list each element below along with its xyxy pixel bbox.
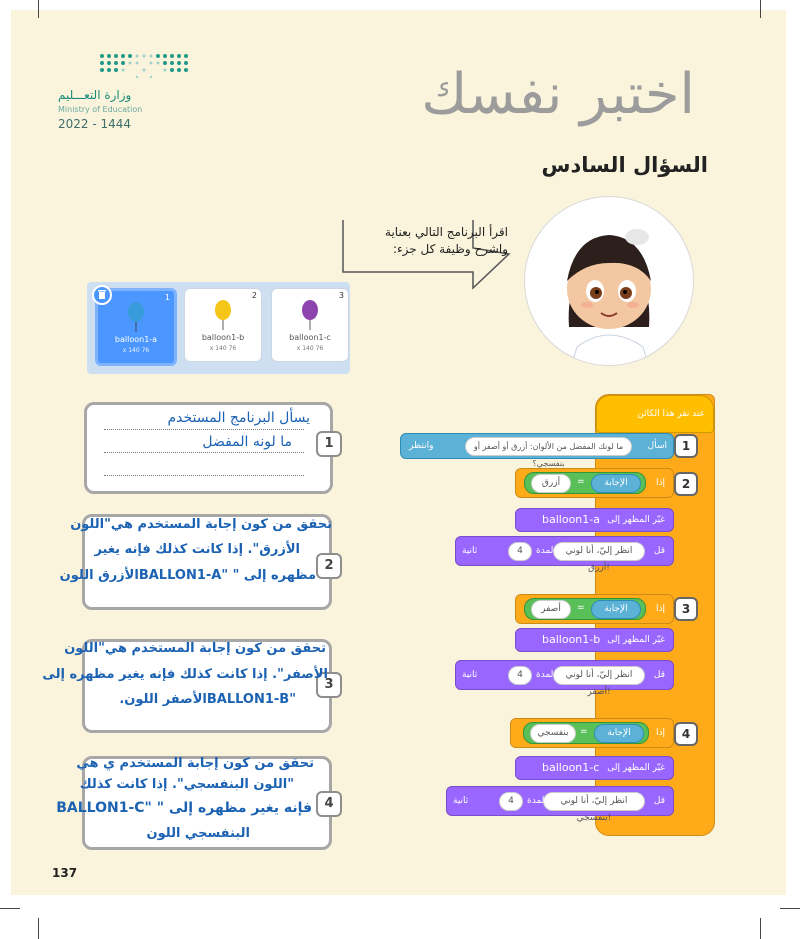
equals-operator[interactable] bbox=[524, 472, 646, 494]
say-text-input[interactable]: انظر إليّ، أنا لوني أزرق! bbox=[553, 542, 645, 561]
say-label: قل bbox=[653, 546, 665, 556]
say-label: قل bbox=[653, 796, 665, 806]
for-label: لمدة bbox=[527, 796, 545, 806]
page-number: 137 bbox=[52, 866, 78, 880]
code-number: 2 bbox=[674, 472, 698, 496]
answer-2-line-1: تحقق من كون إجابة المستخدم هي"اللون bbox=[70, 517, 332, 532]
switch-costume-block[interactable] bbox=[515, 508, 674, 532]
switch-label: غيّر المظهر إلى bbox=[607, 635, 665, 645]
if-block[interactable] bbox=[515, 468, 674, 498]
say-block[interactable] bbox=[446, 786, 674, 823]
crop-mark bbox=[780, 908, 800, 909]
seconds-label: ثانية bbox=[462, 546, 478, 556]
costume-dropdown[interactable]: balloon1-b bbox=[542, 633, 601, 646]
costume-dropdown[interactable]: balloon1-a bbox=[542, 513, 600, 526]
answer-number: 1 bbox=[316, 431, 342, 457]
if-label: إذا bbox=[655, 604, 665, 614]
answer-3-line-3: "BALLON1-Bالأصفر اللون. bbox=[119, 692, 296, 707]
answer-reporter[interactable]: الإجابة bbox=[594, 724, 644, 743]
code-number: 1 bbox=[674, 434, 698, 458]
logo-year: 2022 - 1444 bbox=[58, 117, 132, 131]
seconds-input[interactable]: 4 bbox=[508, 542, 532, 561]
sprite-thumbnail[interactable] bbox=[184, 288, 262, 362]
crop-mark bbox=[38, 918, 39, 939]
sprite-number: 1 bbox=[164, 293, 170, 302]
hat-label: عند نقر هذا الكائن bbox=[637, 409, 705, 419]
crop-mark bbox=[0, 908, 20, 909]
if-label: إذا bbox=[655, 478, 665, 488]
sprite-coords: x 140 76 bbox=[296, 345, 324, 352]
crop-mark bbox=[760, 918, 761, 939]
sprite-name: balloon1-a bbox=[114, 335, 158, 344]
answer-2-line-2: الأزرق". إذا كانت كذلك فإنه يغير bbox=[94, 542, 300, 557]
sprite-coords: x 140 76 bbox=[122, 347, 150, 354]
ask-label: اسأل bbox=[647, 441, 667, 451]
equals-sign: = bbox=[580, 727, 588, 737]
sprite-number: 3 bbox=[338, 291, 344, 300]
answer-number: 4 bbox=[316, 791, 342, 817]
answer-number: 3 bbox=[316, 672, 342, 698]
equals-operator[interactable] bbox=[524, 598, 646, 620]
sprite-number: 2 bbox=[251, 291, 257, 300]
balloon-icon bbox=[211, 299, 235, 331]
switch-label: غيّر المظهر إلى bbox=[607, 763, 665, 773]
seconds-input[interactable]: 4 bbox=[499, 792, 523, 811]
seconds-label: ثانية bbox=[462, 670, 478, 680]
sprite-panel bbox=[87, 282, 350, 374]
ask-wait-label: وانتظر bbox=[409, 441, 434, 451]
ministry-dots-icon bbox=[98, 52, 190, 80]
answer-3-line-1: تحقق من كون إجابة المستخدم هي"اللون bbox=[64, 641, 326, 656]
code-number: 4 bbox=[674, 722, 698, 746]
sprite-thumbnail[interactable] bbox=[95, 288, 177, 366]
crop-mark bbox=[38, 0, 39, 18]
say-block[interactable] bbox=[455, 536, 674, 573]
say-label: قل bbox=[653, 670, 665, 680]
answer-4-line-1: تحقق من كون إجابة المستخدم ي هي bbox=[76, 756, 314, 771]
crop-mark bbox=[760, 0, 761, 18]
code-number: 3 bbox=[674, 597, 698, 621]
bubble-line-1: اقرأ البرنامج التالي بعناية bbox=[385, 225, 508, 239]
answer-1-line-2: ما لونه المفضل bbox=[202, 434, 292, 450]
answer-number: 2 bbox=[316, 553, 342, 579]
switch-costume-block[interactable] bbox=[515, 628, 674, 652]
trash-icon[interactable] bbox=[92, 285, 112, 305]
compare-value-input[interactable]: بنفسجي bbox=[530, 724, 576, 743]
question-heading: السؤال السادس bbox=[541, 153, 708, 177]
balloon-icon bbox=[124, 301, 148, 333]
sprite-coords: x 140 76 bbox=[209, 345, 237, 352]
answer-reporter[interactable]: الإجابة bbox=[591, 474, 641, 493]
answer-reporter[interactable]: الإجابة bbox=[591, 600, 641, 619]
if-block[interactable] bbox=[510, 718, 674, 748]
say-text-input[interactable]: انظر إليّ، أنا لوني أصفر! bbox=[553, 666, 645, 685]
bubble-line-2: واشرح وظيفة كل جزء: bbox=[393, 242, 508, 256]
answer-4-line-4: البنفسجي اللون bbox=[146, 826, 250, 841]
equals-operator[interactable] bbox=[523, 722, 649, 744]
girl-character-icon bbox=[525, 197, 693, 365]
answer-2-line-3: مظهره إلى " "BALLON1-Aالأزرق اللون bbox=[59, 568, 316, 583]
answer-line bbox=[104, 475, 304, 476]
answer-line bbox=[104, 452, 304, 453]
switch-costume-block[interactable] bbox=[515, 756, 674, 780]
compare-value-input[interactable]: أزرق bbox=[531, 474, 571, 493]
ask-block[interactable] bbox=[400, 433, 674, 468]
costume-dropdown[interactable]: balloon1-c bbox=[542, 761, 600, 774]
equals-sign: = bbox=[577, 603, 585, 613]
student-avatar bbox=[524, 196, 694, 366]
sprite-thumbnail[interactable] bbox=[271, 288, 349, 362]
answer-1-line-1: يسأل البرنامج المستخدم bbox=[167, 410, 310, 426]
say-text-input[interactable]: انظر إليّ، أنا لوني بنفسجي! bbox=[543, 792, 645, 811]
switch-label: غيّر المظهر إلى bbox=[607, 515, 665, 525]
for-label: لمدة bbox=[536, 546, 554, 556]
for-label: لمدة bbox=[536, 670, 554, 680]
seconds-label: ثانية bbox=[453, 796, 469, 806]
compare-value-input[interactable]: أصفر bbox=[531, 600, 571, 619]
answer-4-line-3: فإنه يغير مظهره إلى " "BALLON1-C bbox=[56, 800, 312, 816]
if-label: إذا bbox=[655, 728, 665, 738]
sprite-name: balloon1-c bbox=[289, 333, 331, 342]
ask-text-input[interactable]: ما لونك المفضل من الألوان: أزرق أو أصفر أو بنفسجي؟ bbox=[465, 437, 632, 456]
sprite-name: balloon1-b bbox=[201, 333, 245, 342]
equals-sign: = bbox=[577, 477, 585, 487]
answer-line bbox=[104, 429, 304, 430]
answer-3-line-2: الأصفر". إذا كانت كذلك فإنه يغير مظهره إلى bbox=[42, 667, 328, 682]
seconds-input[interactable]: 4 bbox=[508, 666, 532, 685]
page-title: اختبر نفسك bbox=[421, 62, 695, 127]
if-block[interactable] bbox=[515, 594, 674, 624]
when-clicked-block[interactable] bbox=[596, 395, 714, 433]
logo-english: Ministry of Education bbox=[58, 105, 143, 114]
answer-4-line-2: "اللون البنفسجي". إذا كانت كذلك bbox=[79, 777, 294, 792]
say-block[interactable] bbox=[455, 660, 674, 697]
speech-bubble-text bbox=[348, 224, 508, 258]
balloon-icon bbox=[298, 299, 322, 331]
logo-arabic: وزارة التعـــليم bbox=[58, 88, 132, 102]
